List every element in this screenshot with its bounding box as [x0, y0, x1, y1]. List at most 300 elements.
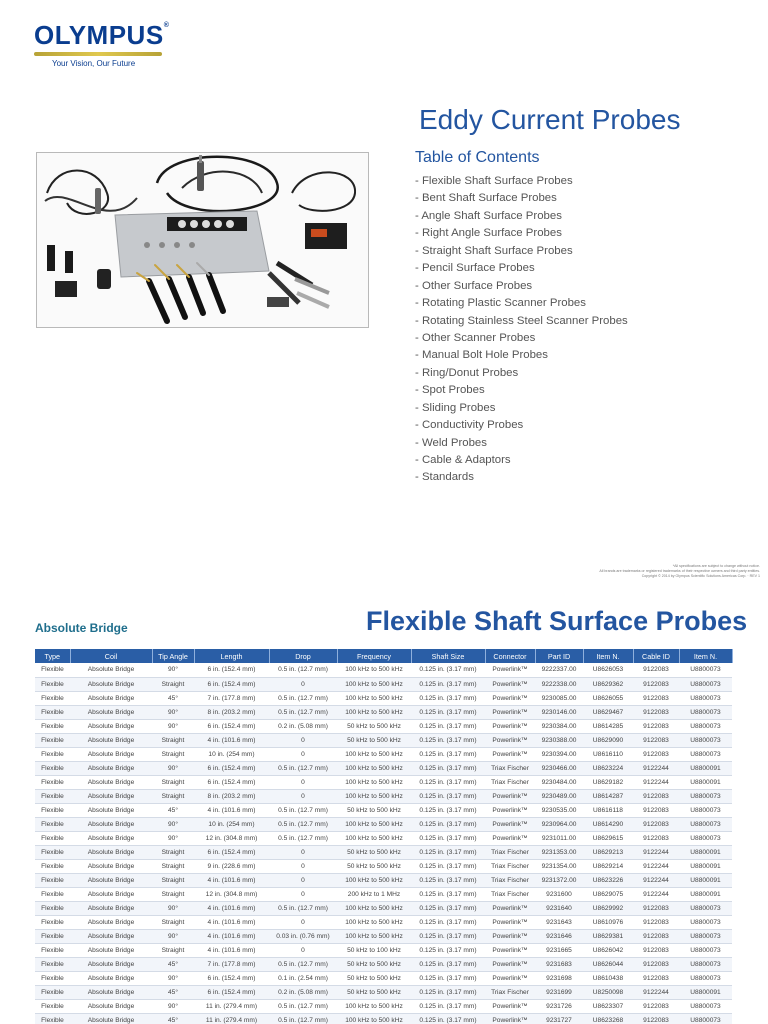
table-cell: 90°: [152, 929, 194, 943]
table-cell: 0: [269, 859, 337, 873]
toc-item[interactable]: - Conductivity Probes: [415, 419, 524, 432]
table-cell: 100 kHz to 500 kHz: [337, 831, 411, 845]
table-cell: Powerlink™: [485, 943, 535, 957]
table-cell: 0.2 in. (5.08 mm): [269, 719, 337, 733]
toc-item[interactable]: - Straight Shaft Surface Probes: [415, 244, 573, 257]
table-cell: Powerlink™: [485, 831, 535, 845]
column-header: Coil: [70, 649, 152, 663]
table-row: [35, 677, 732, 691]
table-cell: Flexible: [35, 999, 70, 1013]
table-cell: Flexible: [35, 901, 70, 915]
table-cell: 0.125 in. (3.17 mm): [411, 999, 485, 1013]
table-cell: U8626053: [583, 663, 633, 677]
table-cell: 6 in. (152.4 mm): [194, 677, 269, 691]
table-cell: 9 in. (228.6 mm): [194, 859, 269, 873]
table-cell: Absolute Bridge: [70, 831, 152, 845]
table-cell: 0.125 in. (3.17 mm): [411, 915, 485, 929]
toc-item[interactable]: - Manual Bolt Hole Probes: [415, 349, 548, 362]
table-cell: 0: [269, 775, 337, 789]
table-cell: 0: [269, 733, 337, 747]
table-cell: U8610976: [583, 915, 633, 929]
toc-item[interactable]: - Other Scanner Probes: [415, 331, 536, 344]
table-cell: 0.03 in. (0.76 mm): [269, 929, 337, 943]
table-cell: 0.125 in. (3.17 mm): [411, 971, 485, 985]
table-cell: U8800091: [679, 845, 732, 859]
section-title: Flexible Shaft Surface Probes: [366, 606, 748, 636]
table-cell: 45°: [152, 957, 194, 971]
table-cell: 45°: [152, 691, 194, 705]
table-cell: Straight: [152, 677, 194, 691]
table-cell: 8 in. (203.2 mm): [194, 705, 269, 719]
table-cell: U8800073: [679, 929, 732, 943]
table-cell: Powerlink™: [485, 817, 535, 831]
table-cell: 45°: [152, 985, 194, 999]
table-of-contents: [415, 149, 628, 487]
toc-item[interactable]: - Angle Shaft Surface Probes: [415, 209, 562, 222]
table-cell: U8800073: [679, 999, 732, 1013]
table-cell: Absolute Bridge: [70, 761, 152, 775]
table-row: [35, 943, 732, 957]
toc-item[interactable]: - Sliding Probes: [415, 401, 496, 414]
table-row: [35, 747, 732, 761]
table-cell: 0.5 in. (12.7 mm): [269, 803, 337, 817]
brand-tagline: Your Vision, Our Future: [52, 59, 136, 68]
table-cell: 9122083: [633, 705, 679, 719]
table-cell: 12 in. (304.8 mm): [194, 887, 269, 901]
table-cell: 7 in. (177.8 mm): [194, 957, 269, 971]
table-cell: U8614287: [583, 789, 633, 803]
table-cell: U8610438: [583, 971, 633, 985]
table-cell: 0.125 in. (3.17 mm): [411, 817, 485, 831]
table-cell: U8629615: [583, 831, 633, 845]
table-row: [35, 1013, 732, 1024]
table-cell: Straight: [152, 859, 194, 873]
table-cell: 0: [269, 747, 337, 761]
table-cell: 9122244: [633, 761, 679, 775]
toc-item[interactable]: - Pencil Surface Probes: [415, 262, 535, 275]
table-cell: Powerlink™: [485, 719, 535, 733]
table-cell: 90°: [152, 817, 194, 831]
toc-item[interactable]: - Rotating Stainless Steel Scanner Probes: [415, 314, 628, 327]
table-cell: Powerlink™: [485, 901, 535, 915]
table-cell: 9122083: [633, 929, 679, 943]
table-cell: 50 kHz to 500 kHz: [337, 803, 411, 817]
table-cell: 100 kHz to 500 kHz: [337, 873, 411, 887]
table-cell: 9230466.00: [535, 761, 583, 775]
table-cell: 9231726: [535, 999, 583, 1013]
table-row: [35, 859, 732, 873]
table-cell: 90°: [152, 831, 194, 845]
table-cell: 9230535.00: [535, 803, 583, 817]
toc-item[interactable]: - Other Surface Probes: [415, 279, 533, 292]
table-row: [35, 845, 732, 859]
table-cell: 9122083: [633, 677, 679, 691]
table-cell: Absolute Bridge: [70, 733, 152, 747]
table-cell: Absolute Bridge: [70, 943, 152, 957]
table-cell: 9122083: [633, 719, 679, 733]
table-cell: U8800073: [679, 901, 732, 915]
table-cell: Absolute Bridge: [70, 887, 152, 901]
table-cell: 4 in. (101.6 mm): [194, 915, 269, 929]
table-cell: 100 kHz to 500 kHz: [337, 929, 411, 943]
table-cell: 50 kHz to 500 kHz: [337, 733, 411, 747]
column-header: Connector: [485, 649, 535, 663]
table-cell: U8623226: [583, 873, 633, 887]
table-cell: 4 in. (101.6 mm): [194, 943, 269, 957]
table-cell: Straight: [152, 747, 194, 761]
table-row: [35, 957, 732, 971]
table-cell: Straight: [152, 775, 194, 789]
table-cell: Absolute Bridge: [70, 859, 152, 873]
table-row: [35, 733, 732, 747]
table-cell: Flexible: [35, 915, 70, 929]
table-cell: U8800091: [679, 761, 732, 775]
table-cell: 100 kHz to 500 kHz: [337, 761, 411, 775]
table-cell: 9231372.00: [535, 873, 583, 887]
table-cell: 50 kHz to 500 kHz: [337, 971, 411, 985]
table-cell: 9230388.00: [535, 733, 583, 747]
table-cell: Absolute Bridge: [70, 929, 152, 943]
table-cell: 9122244: [633, 859, 679, 873]
table-cell: U8626042: [583, 943, 633, 957]
table-cell: 0.125 in. (3.17 mm): [411, 775, 485, 789]
table-cell: 9122083: [633, 789, 679, 803]
table-cell: 0.125 in. (3.17 mm): [411, 845, 485, 859]
table-cell: Flexible: [35, 719, 70, 733]
table-cell: 90°: [152, 971, 194, 985]
toc-item[interactable]: - Spot Probes: [415, 384, 485, 397]
table-cell: 4 in. (101.6 mm): [194, 803, 269, 817]
table-cell: Flexible: [35, 845, 70, 859]
legal-footnote: [460, 564, 760, 579]
table-cell: 9231665: [535, 943, 583, 957]
table-cell: 9231643: [535, 915, 583, 929]
table-cell: 10 in. (254 mm): [194, 747, 269, 761]
table-cell: 10 in. (254 mm): [194, 817, 269, 831]
table-cell: Straight: [152, 873, 194, 887]
table-cell: U8800073: [679, 677, 732, 691]
table-cell: 9222337.00: [535, 663, 583, 677]
table-cell: 0.125 in. (3.17 mm): [411, 943, 485, 957]
table-cell: 100 kHz to 500 kHz: [337, 705, 411, 719]
table-cell: U8629214: [583, 859, 633, 873]
table-cell: Powerlink™: [485, 733, 535, 747]
table-cell: 6 in. (152.4 mm): [194, 663, 269, 677]
table-cell: 7 in. (177.8 mm): [194, 691, 269, 705]
olympus-logo: [34, 22, 169, 68]
table-cell: U8800091: [679, 873, 732, 887]
table-cell: 0.125 in. (3.17 mm): [411, 789, 485, 803]
table-cell: 0.5 in. (12.7 mm): [269, 663, 337, 677]
column-header: Item N.: [583, 649, 633, 663]
table-cell: U8800073: [679, 663, 732, 677]
table-cell: 9122083: [633, 901, 679, 915]
brand-name: OLYMPUS®: [34, 20, 170, 50]
table-cell: U8614290: [583, 817, 633, 831]
table-cell: 0.5 in. (12.7 mm): [269, 957, 337, 971]
table-cell: 0.125 in. (3.17 mm): [411, 901, 485, 915]
toc-item[interactable]: - Weld Probes: [415, 436, 487, 449]
toc-item[interactable]: - Rotating Plastic Scanner Probes: [415, 297, 586, 310]
table-cell: U8629992: [583, 901, 633, 915]
table-cell: 0.125 in. (3.17 mm): [411, 1013, 485, 1024]
table-cell: Straight: [152, 789, 194, 803]
table-cell: U8800091: [679, 887, 732, 901]
table-cell: Powerlink™: [485, 677, 535, 691]
table-cell: U8629362: [583, 677, 633, 691]
table-cell: U8626044: [583, 957, 633, 971]
table-cell: Absolute Bridge: [70, 985, 152, 999]
section-label: Absolute Bridge: [35, 621, 128, 635]
table-cell: Absolute Bridge: [70, 677, 152, 691]
table-cell: 100 kHz to 500 kHz: [337, 1013, 411, 1024]
table-cell: 0: [269, 887, 337, 901]
table-cell: Triax Fischer: [485, 985, 535, 999]
column-header: Length: [194, 649, 269, 663]
table-cell: 0.125 in. (3.17 mm): [411, 677, 485, 691]
table-row: [35, 901, 732, 915]
table-cell: 50 kHz to 500 kHz: [337, 719, 411, 733]
table-cell: Triax Fischer: [485, 873, 535, 887]
table-cell: 9122083: [633, 957, 679, 971]
table-cell: 90°: [152, 761, 194, 775]
table-cell: 0.125 in. (3.17 mm): [411, 803, 485, 817]
table-cell: 6 in. (152.4 mm): [194, 985, 269, 999]
table-cell: U8800073: [679, 705, 732, 719]
table-cell: 9122083: [633, 747, 679, 761]
table-cell: Flexible: [35, 1013, 70, 1024]
table-cell: 4 in. (101.6 mm): [194, 929, 269, 943]
table-cell: 0.125 in. (3.17 mm): [411, 873, 485, 887]
table-row: [35, 775, 732, 789]
table-cell: Triax Fischer: [485, 887, 535, 901]
table-cell: Powerlink™: [485, 747, 535, 761]
table-cell: U8629075: [583, 887, 633, 901]
table-cell: 90°: [152, 663, 194, 677]
table-cell: Flexible: [35, 817, 70, 831]
table-row: [35, 971, 732, 985]
table-cell: 100 kHz to 500 kHz: [337, 677, 411, 691]
table-cell: 9122083: [633, 971, 679, 985]
table-cell: 9122244: [633, 887, 679, 901]
table-cell: Straight: [152, 915, 194, 929]
table-cell: 4 in. (101.6 mm): [194, 901, 269, 915]
table-row: [35, 789, 732, 803]
toc-item[interactable]: - Bent Shaft Surface Probes: [415, 192, 557, 205]
toc-item[interactable]: - Right Angle Surface Probes: [415, 227, 562, 240]
table-cell: 9231699: [535, 985, 583, 999]
table-cell: Absolute Bridge: [70, 663, 152, 677]
table-cell: 9231646: [535, 929, 583, 943]
table-cell: Powerlink™: [485, 803, 535, 817]
table-cell: 0.125 in. (3.17 mm): [411, 957, 485, 971]
table-cell: Straight: [152, 943, 194, 957]
table-cell: 9230394.00: [535, 747, 583, 761]
column-header: Drop: [269, 649, 337, 663]
table-cell: 90°: [152, 705, 194, 719]
table-cell: 90°: [152, 719, 194, 733]
table-cell: Flexible: [35, 761, 70, 775]
table-row: [35, 929, 732, 943]
table-cell: 0.125 in. (3.17 mm): [411, 761, 485, 775]
probe-kit-illustration: [37, 153, 369, 328]
toc-item[interactable]: - Ring/Donut Probes: [415, 366, 519, 379]
table-row: [35, 705, 732, 719]
table-row: [35, 915, 732, 929]
table-cell: Powerlink™: [485, 999, 535, 1013]
table-cell: 50 kHz to 500 kHz: [337, 985, 411, 999]
table-cell: 50 kHz to 500 kHz: [337, 957, 411, 971]
table-cell: 0.5 in. (12.7 mm): [269, 831, 337, 845]
table-cell: Flexible: [35, 831, 70, 845]
toc-item[interactable]: - Standards: [415, 471, 474, 484]
table-cell: 100 kHz to 500 kHz: [337, 999, 411, 1013]
table-cell: Triax Fischer: [485, 761, 535, 775]
table-cell: 0.125 in. (3.17 mm): [411, 887, 485, 901]
table-cell: 9122244: [633, 985, 679, 999]
probe-kit-photo: [36, 152, 369, 328]
table-cell: 9222338.00: [535, 677, 583, 691]
table-cell: Flexible: [35, 929, 70, 943]
table-cell: 100 kHz to 500 kHz: [337, 691, 411, 705]
table-cell: Powerlink™: [485, 971, 535, 985]
table-cell: Flexible: [35, 859, 70, 873]
table-row: [35, 691, 732, 705]
table-cell: 9231640: [535, 901, 583, 915]
table-cell: 0.5 in. (12.7 mm): [269, 901, 337, 915]
table-row: [35, 761, 732, 775]
table-cell: U8629090: [583, 733, 633, 747]
table-cell: 0.2 in. (5.08 mm): [269, 985, 337, 999]
table-cell: Flexible: [35, 691, 70, 705]
column-header: Part ID: [535, 649, 583, 663]
table-cell: Straight: [152, 733, 194, 747]
table-cell: 50 kHz to 100 kHz: [337, 943, 411, 957]
table-cell: 9230489.00: [535, 789, 583, 803]
column-header: Frequency: [337, 649, 411, 663]
table-cell: Powerlink™: [485, 691, 535, 705]
table-cell: Powerlink™: [485, 929, 535, 943]
table-cell: 50 kHz to 500 kHz: [337, 845, 411, 859]
table-cell: Absolute Bridge: [70, 817, 152, 831]
table-cell: U8629467: [583, 705, 633, 719]
table-cell: 9122244: [633, 845, 679, 859]
table-cell: 9231354.00: [535, 859, 583, 873]
table-cell: 9230384.00: [535, 719, 583, 733]
table-cell: 0.5 in. (12.7 mm): [269, 705, 337, 719]
table-cell: 0.5 in. (12.7 mm): [269, 691, 337, 705]
table-cell: 9122244: [633, 873, 679, 887]
table-cell: U8629213: [583, 845, 633, 859]
table-cell: 0.5 in. (12.7 mm): [269, 817, 337, 831]
table-cell: Flexible: [35, 705, 70, 719]
table-cell: 100 kHz to 500 kHz: [337, 747, 411, 761]
table-row: [35, 873, 732, 887]
table-cell: Absolute Bridge: [70, 705, 152, 719]
table-cell: U8616118: [583, 803, 633, 817]
table-cell: 100 kHz to 500 kHz: [337, 789, 411, 803]
table-cell: 9230146.00: [535, 705, 583, 719]
table-cell: Absolute Bridge: [70, 901, 152, 915]
table-cell: 9231600: [535, 887, 583, 901]
table-cell: U8800073: [679, 789, 732, 803]
table-cell: Powerlink™: [485, 1013, 535, 1024]
table-cell: 0.5 in. (12.7 mm): [269, 1013, 337, 1024]
table-cell: 11 in. (279.4 mm): [194, 1013, 269, 1024]
table-cell: 0.125 in. (3.17 mm): [411, 747, 485, 761]
table-cell: 0: [269, 677, 337, 691]
toc-item[interactable]: - Flexible Shaft Surface Probes: [415, 175, 573, 187]
table-cell: Powerlink™: [485, 705, 535, 719]
table-cell: 9231698: [535, 971, 583, 985]
table-cell: Flexible: [35, 985, 70, 999]
table-cell: 0: [269, 873, 337, 887]
table-cell: Powerlink™: [485, 663, 535, 677]
table-cell: Absolute Bridge: [70, 845, 152, 859]
table-cell: 90°: [152, 901, 194, 915]
table-cell: 11 in. (279.4 mm): [194, 999, 269, 1013]
table-cell: 9231011.00: [535, 831, 583, 845]
table-row: [35, 663, 732, 677]
table-cell: Flexible: [35, 775, 70, 789]
footnote-line: *All specifications are subject to change without notice.: [672, 564, 760, 568]
table-row: [35, 831, 732, 845]
table-cell: Absolute Bridge: [70, 691, 152, 705]
table-header-row: [35, 649, 732, 663]
table-cell: Powerlink™: [485, 915, 535, 929]
table-cell: Triax Fischer: [485, 859, 535, 873]
table-cell: 45°: [152, 803, 194, 817]
table-cell: Powerlink™: [485, 789, 535, 803]
table-cell: Triax Fischer: [485, 775, 535, 789]
table-cell: 8 in. (203.2 mm): [194, 789, 269, 803]
column-header: Type: [35, 649, 70, 663]
table-cell: 100 kHz to 500 kHz: [337, 901, 411, 915]
table-cell: 0.125 in. (3.17 mm): [411, 663, 485, 677]
table-cell: 9122083: [633, 817, 679, 831]
table-row: [35, 887, 732, 901]
table-cell: U8800091: [679, 775, 732, 789]
table-row: [35, 719, 732, 733]
table-cell: 0: [269, 915, 337, 929]
table-cell: 9122083: [633, 1013, 679, 1024]
toc-item[interactable]: - Cable & Adaptors: [415, 454, 511, 466]
probe-spec-table: [35, 649, 733, 1024]
table-cell: 0.125 in. (3.17 mm): [411, 719, 485, 733]
table-cell: 0.125 in. (3.17 mm): [411, 691, 485, 705]
table-cell: Absolute Bridge: [70, 719, 152, 733]
table-cell: 0.125 in. (3.17 mm): [411, 929, 485, 943]
table-cell: 0: [269, 943, 337, 957]
table-cell: 12 in. (304.8 mm): [194, 831, 269, 845]
table-cell: U8623268: [583, 1013, 633, 1024]
table-cell: U8800073: [679, 831, 732, 845]
table-cell: 0.125 in. (3.17 mm): [411, 859, 485, 873]
table-cell: 9122083: [633, 691, 679, 705]
table-cell: U8614285: [583, 719, 633, 733]
table-cell: 9122083: [633, 803, 679, 817]
table-cell: U8616110: [583, 747, 633, 761]
table-cell: Straight: [152, 845, 194, 859]
table-cell: Flexible: [35, 943, 70, 957]
table-cell: Absolute Bridge: [70, 789, 152, 803]
table-cell: 6 in. (152.4 mm): [194, 845, 269, 859]
table-cell: Flexible: [35, 971, 70, 985]
table-cell: Absolute Bridge: [70, 915, 152, 929]
table-cell: U8800073: [679, 733, 732, 747]
table-cell: U8800073: [679, 957, 732, 971]
table-cell: 9230484.00: [535, 775, 583, 789]
